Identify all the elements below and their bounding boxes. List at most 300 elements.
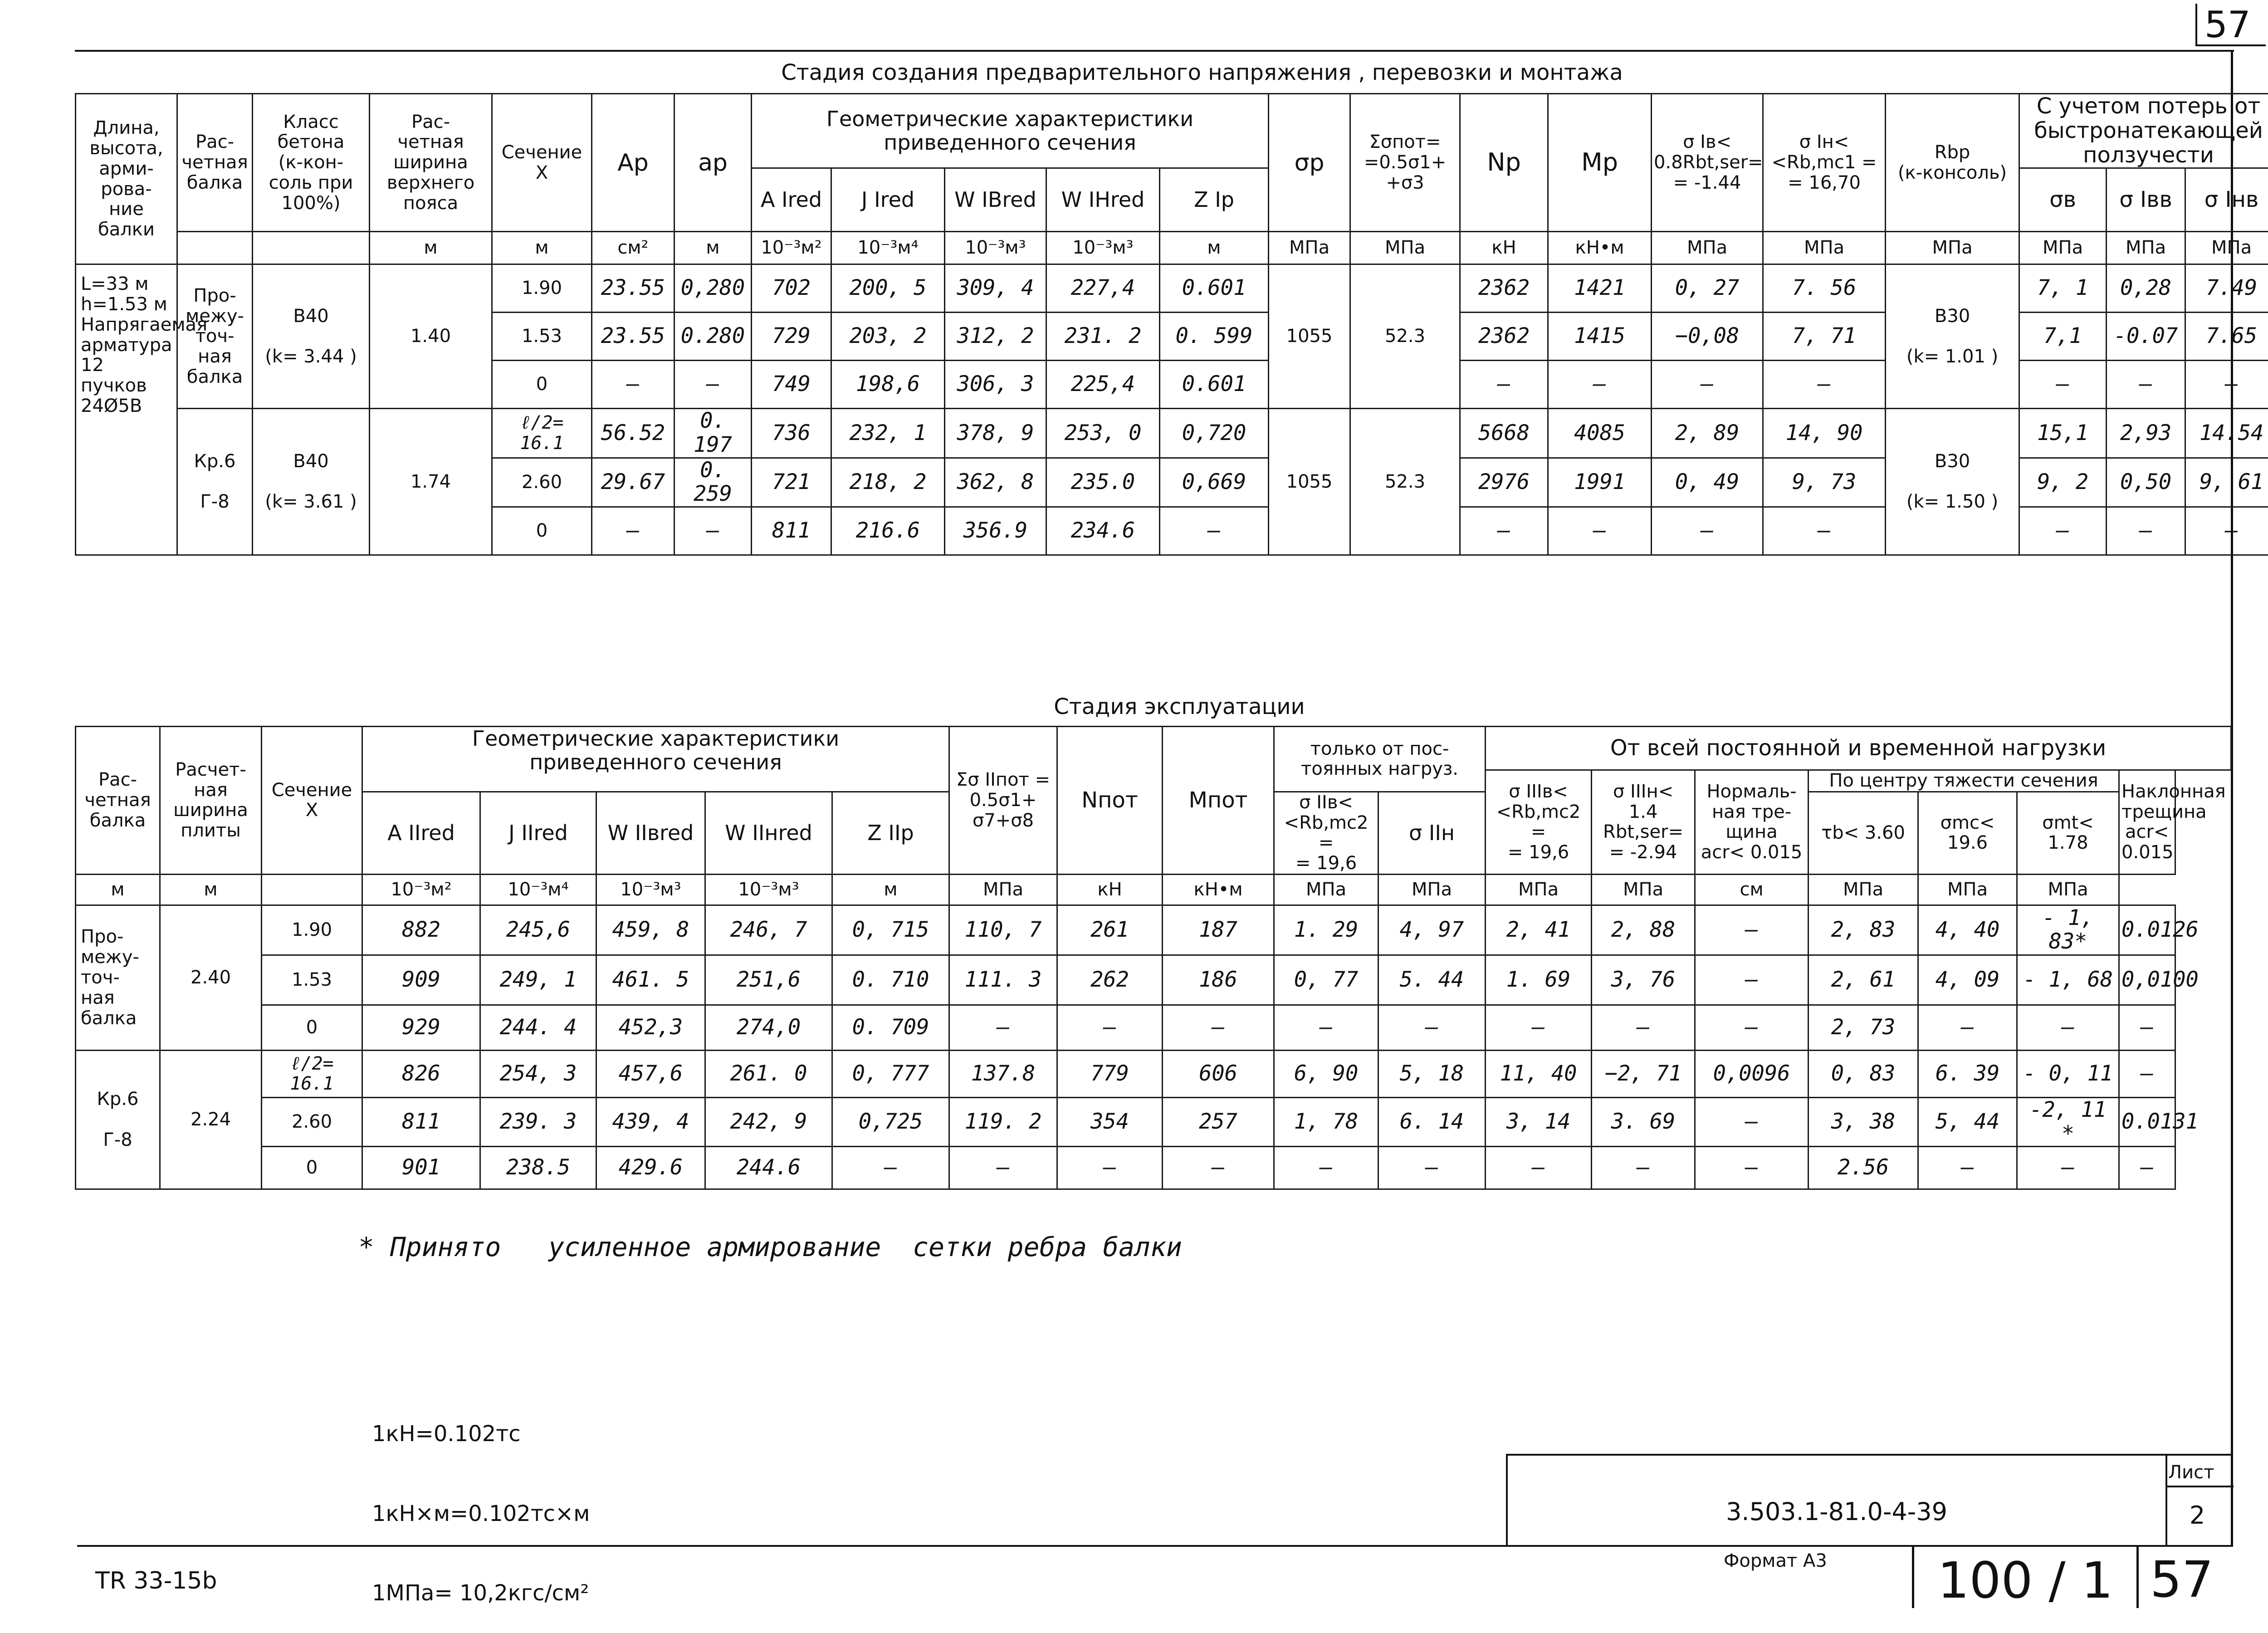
value-cell: 882 <box>362 905 480 955</box>
width-cell: 2.40 <box>160 905 262 1050</box>
value-cell: 218, 2 <box>831 458 945 507</box>
value-cell: — <box>592 507 675 555</box>
value-cell: 198,6 <box>831 361 945 409</box>
hdr-tau: τb< 3.60 <box>1809 792 1918 874</box>
value-cell: 0,725 <box>832 1097 949 1146</box>
unit-cell: МПа <box>1486 874 1592 905</box>
value-cell: 356.9 <box>945 507 1046 555</box>
value-cell: 2, 41 <box>1486 905 1592 955</box>
beam-cell: Про- межу- точ- ная балка <box>177 264 253 409</box>
hdr-section: Сечение X <box>262 727 362 875</box>
value-cell: 309, 4 <box>945 264 1046 313</box>
width-cell: 2.24 <box>160 1050 262 1189</box>
section-cell: 0 <box>492 507 592 555</box>
table-row <box>76 1097 2231 1146</box>
hdr-section: Сечение X <box>492 94 592 232</box>
value-cell: 461. 5 <box>596 955 705 1005</box>
value-cell: — <box>1763 507 1886 555</box>
value-cell: 137.8 <box>949 1050 1057 1097</box>
hdr-concrete: Класс бетона (к-кон- соль при 100%) <box>253 94 370 232</box>
rbp-cell: В30 (k= 1.50 ) <box>1886 409 2019 555</box>
bottom-number-box <box>1912 1545 2139 1608</box>
value-cell: — <box>1695 1005 1809 1050</box>
value-cell: 779 <box>1057 1050 1163 1097</box>
value-cell: 2, 83 <box>1809 905 1918 955</box>
hdr-sigma-b2: σ IIв< <Rb,mc2 = = 19,6 <box>1274 792 1378 874</box>
value-cell: — <box>1592 1147 1695 1189</box>
value-cell: — <box>1160 507 1269 555</box>
value-cell: 459, 8 <box>596 905 705 955</box>
unit-cell: кН <box>1057 874 1163 905</box>
value-cell: — <box>592 361 675 409</box>
stage2-title: Стадия эксплуатации <box>953 694 1406 719</box>
value-cell: — <box>1918 1147 2017 1189</box>
value-cell: 186 <box>1163 955 1274 1005</box>
value-cell: 452,3 <box>596 1005 705 1050</box>
sheet-number: 2 <box>2165 1501 2229 1530</box>
section-cell: 2.60 <box>262 1097 362 1146</box>
value-cell: — <box>675 507 752 555</box>
value-cell: 826 <box>362 1050 480 1097</box>
value-cell: — <box>1695 1147 1809 1189</box>
unit-cell: м <box>160 874 262 905</box>
value-cell: 203, 2 <box>831 313 945 361</box>
value-cell: 0,720 <box>1160 409 1269 458</box>
hdr-width: Расчет- ная ширина плиты <box>160 727 262 875</box>
value-cell: 312, 2 <box>945 313 1046 361</box>
unit-cell: МПа <box>1269 232 1350 264</box>
value-cell: 5, 18 <box>1378 1050 1486 1097</box>
section-cell: 1.90 <box>262 905 362 955</box>
value-cell: 0. 259 <box>675 458 752 507</box>
unit-cell: м <box>76 874 160 905</box>
value-cell: 1. 29 <box>1274 905 1378 955</box>
section-cell: 1.90 <box>492 264 592 313</box>
stage2-table <box>75 726 2232 1190</box>
hdr-sigma-mt: σmt< 1.78 <box>2017 792 2119 874</box>
unit-cell: МПа <box>1918 874 2017 905</box>
value-cell: — <box>1695 905 1809 955</box>
hdr-sigma-h: σ Iн< <Rb,mc1 = = 16,70 <box>1763 94 1886 232</box>
unit-cell <box>253 232 370 264</box>
hdr-length: Длина, высота, арми- рова- ние балки <box>76 94 177 264</box>
value-cell: 5668 <box>1460 409 1548 458</box>
unit-cell: 10⁻³м³ <box>1046 232 1160 264</box>
value-cell: 0, 83 <box>1809 1050 1918 1097</box>
unit-cell <box>262 874 362 905</box>
unit-cell: см <box>1695 874 1809 905</box>
value-cell: −0,08 <box>1652 313 1763 361</box>
value-cell: 238.5 <box>480 1147 596 1189</box>
section-cell: 0 <box>492 361 592 409</box>
sum-loss-cell: 52.3 <box>1350 409 1460 555</box>
hdr-incl-crack: Наклонная трещина acr< 0.015 <box>2119 770 2175 875</box>
hdr-ap: Aр <box>592 94 675 232</box>
value-cell: 23.55 <box>592 264 675 313</box>
value-cell: 2362 <box>1460 313 1548 361</box>
hdr-sum-loss: Σσ IIпот = 0.5σ1+ σ7+σ8 <box>949 727 1057 875</box>
value-cell: 119. 2 <box>949 1097 1057 1146</box>
bottom-page: 57 <box>2150 1550 2214 1609</box>
value-cell: 242, 9 <box>705 1097 832 1146</box>
unit-cell: м <box>832 874 949 905</box>
hdr-np: Nр <box>1460 94 1548 232</box>
value-cell: 929 <box>362 1005 480 1050</box>
concrete-cell: В40 (k= 3.61 ) <box>253 409 370 555</box>
section-cell: 1.53 <box>262 955 362 1005</box>
value-cell: 0. 599 <box>1160 313 1269 361</box>
hdr-sigma-mc: σmc< 19.6 <box>1918 792 2017 874</box>
value-cell: - 0, 11 <box>2017 1050 2119 1097</box>
value-cell: 457,6 <box>596 1050 705 1097</box>
stage1-table <box>75 93 2268 556</box>
table-row <box>76 1147 2231 1189</box>
unit-cell: 10⁻³м⁴ <box>480 874 596 905</box>
value-cell: 2976 <box>1460 458 1548 507</box>
value-cell: 5, 44 <box>1918 1097 2017 1146</box>
hdr-sigma-h3: σ IIIн< 1.4 Rbt,ser= = -2.94 <box>1592 770 1695 875</box>
hdr-ap-small: ap <box>675 94 752 232</box>
value-cell: — <box>2107 507 2185 555</box>
value-cell: 0.280 <box>675 313 752 361</box>
value-cell: 7.49 <box>2185 264 2268 313</box>
hdr-center: По центру тяжести сечения <box>1809 770 2119 792</box>
value-cell: 110, 7 <box>949 905 1057 955</box>
sum-loss-cell: 52.3 <box>1350 264 1460 409</box>
section-cell: 2.60 <box>492 458 592 507</box>
value-cell: 729 <box>752 313 831 361</box>
value-cell: 0, 77 <box>1274 955 1378 1005</box>
value-cell: — <box>1652 507 1763 555</box>
hdr-normal-crack: Нормаль- ная тре- щина acr< 0.015 <box>1695 770 1809 875</box>
value-cell: 2, 88 <box>1592 905 1695 955</box>
title-block-code: 3.503.1-81.0-4-39 <box>1508 1497 2165 1526</box>
value-cell: 227,4 <box>1046 264 1160 313</box>
title-block <box>1506 1454 2231 1546</box>
hdr-geom: Геометрические характеристики приведенного сечения <box>362 727 949 792</box>
value-cell: — <box>949 1005 1057 1050</box>
value-cell: 0,28 <box>2107 264 2185 313</box>
value-cell: - 1, 83* <box>2017 905 2119 955</box>
value-cell: 2362 <box>1460 264 1548 313</box>
unit-cell: МПа <box>1809 874 1918 905</box>
hdr-sigma-h2: σ IIн <box>1378 792 1486 874</box>
unit-cell: 10⁻³м⁴ <box>831 232 945 264</box>
value-cell: — <box>1695 955 1809 1005</box>
value-cell: — <box>1486 1005 1592 1050</box>
frame-top <box>75 50 2234 52</box>
stage2-units-row <box>76 874 2231 905</box>
sheet-label-divider <box>2165 1486 2234 1487</box>
value-cell: — <box>1163 1005 1274 1050</box>
value-cell: 378, 9 <box>945 409 1046 458</box>
beam-cell: Кр.6 Г-8 <box>177 409 253 555</box>
value-cell: 6. 14 <box>1378 1097 1486 1146</box>
value-cell: 2,93 <box>2107 409 2185 458</box>
value-cell: 4, 97 <box>1378 905 1486 955</box>
value-cell: 3, 14 <box>1486 1097 1592 1146</box>
hdr-sigma-b3: σ IIIв< <Rb,mc2 = = 19,6 <box>1486 770 1592 875</box>
value-cell: 4085 <box>1548 409 1652 458</box>
value-cell: 0, 49 <box>1652 458 1763 507</box>
value-cell: - 1, 68 <box>2017 955 2119 1005</box>
value-cell: 0, 715 <box>832 905 949 955</box>
value-cell: 7,1 <box>2019 313 2107 361</box>
unit-cell: кН•м <box>1548 232 1652 264</box>
value-cell: — <box>1057 1005 1163 1050</box>
value-cell: 6. 39 <box>1918 1050 2017 1097</box>
value-cell: 0,50 <box>2107 458 2185 507</box>
value-cell: 56.52 <box>592 409 675 458</box>
value-cell: 0,0096 <box>1695 1050 1809 1097</box>
value-cell: — <box>1695 1097 1809 1146</box>
bottom-number: 100 / 1 <box>1914 1551 2136 1609</box>
hdr-jred: J IIred <box>480 792 596 874</box>
hdr-all-loads: От всей постоянной и временной нагрузки <box>1486 727 2231 770</box>
hdr-wbred: W IIвred <box>596 792 705 874</box>
value-cell: 5. 44 <box>1378 955 1486 1005</box>
unit-cell: 10⁻³м³ <box>705 874 832 905</box>
value-cell: 0,0100 <box>2119 955 2175 1005</box>
value-cell: 246, 7 <box>705 905 832 955</box>
value-cell: — <box>2119 1050 2175 1097</box>
unit-cell: МПа <box>1886 232 2019 264</box>
value-cell: — <box>1460 507 1548 555</box>
value-cell: — <box>1378 1147 1486 1189</box>
value-cell: 749 <box>752 361 831 409</box>
unit-cell: МПа <box>949 874 1057 905</box>
value-cell: -2, 11 * <box>2017 1097 2119 1146</box>
hdr-mp: Mр <box>1548 94 1652 232</box>
value-cell: — <box>1274 1005 1378 1050</box>
width-cell: 1.74 <box>370 409 492 555</box>
value-cell: 200, 5 <box>831 264 945 313</box>
hdr-sigma-p: σp <box>1269 94 1350 232</box>
value-cell: — <box>2019 507 2107 555</box>
beam-cell: Кр.6 Г-8 <box>76 1050 160 1189</box>
value-cell: 11, 40 <box>1486 1050 1592 1097</box>
bottom-left-code: TR 33-15b <box>95 1567 217 1594</box>
value-cell: 15,1 <box>2019 409 2107 458</box>
value-cell: 244. 4 <box>480 1005 596 1050</box>
value-cell: — <box>1378 1005 1486 1050</box>
section-cell: ℓ/2= 16.1 <box>262 1050 362 1097</box>
value-cell: 234.6 <box>1046 507 1160 555</box>
value-cell: 306, 3 <box>945 361 1046 409</box>
value-cell: — <box>1548 507 1652 555</box>
value-cell: 901 <box>362 1147 480 1189</box>
value-cell: 14, 90 <box>1763 409 1886 458</box>
top-page-number-text: 57 <box>2197 4 2251 46</box>
value-cell: 362, 8 <box>945 458 1046 507</box>
value-cell: 225,4 <box>1046 361 1160 409</box>
hdr-creep: С учетом потерь от быстронатекающей ползучести <box>2019 94 2268 168</box>
unit-cell: МПа <box>1763 232 1886 264</box>
value-cell: 245,6 <box>480 905 596 955</box>
hdr-sigma-hv: σ Iнв <box>2185 168 2268 232</box>
unit-cell: м <box>675 232 752 264</box>
unit-cell: МПа <box>1378 874 1486 905</box>
unit-cell: МПа <box>1592 874 1695 905</box>
value-cell: 909 <box>362 955 480 1005</box>
value-cell: 29.67 <box>592 458 675 507</box>
value-cell: 0.601 <box>1160 264 1269 313</box>
value-cell: 439, 4 <box>596 1097 705 1146</box>
unit-cell: 10⁻³м² <box>752 232 831 264</box>
value-cell: — <box>1486 1147 1592 1189</box>
value-cell: 3, 38 <box>1809 1097 1918 1146</box>
value-cell: 2, 89 <box>1652 409 1763 458</box>
value-cell: 2, 73 <box>1809 1005 1918 1050</box>
value-cell: 811 <box>752 507 831 555</box>
value-cell: — <box>2107 361 2185 409</box>
value-cell: 0. 197 <box>675 409 752 458</box>
section-cell: 0 <box>262 1005 362 1050</box>
value-cell: 4, 09 <box>1918 955 2017 1005</box>
hdr-ared: A IIred <box>362 792 480 874</box>
section-cell: ℓ/2= 16.1 <box>492 409 592 458</box>
unit-cell: МПа <box>2017 874 2119 905</box>
width-cell: 1.40 <box>370 264 492 409</box>
left-block: L=33 м h=1.53 м Напрягаемая арматура 12 пучков 24Ø5В <box>76 264 177 555</box>
value-cell: — <box>2185 507 2268 555</box>
value-cell: 231. 2 <box>1046 313 1160 361</box>
value-cell: 4, 40 <box>1918 905 2017 955</box>
unit-cell: м <box>1160 232 1269 264</box>
value-cell: 0.0126 <box>2119 905 2175 955</box>
value-cell: — <box>832 1147 949 1189</box>
hdr-whred: W IIнred <box>705 792 832 874</box>
value-cell: 0. 709 <box>832 1005 949 1050</box>
unit-cell: МПа <box>1274 874 1378 905</box>
table-row <box>76 409 2268 458</box>
unit-cell <box>177 232 253 264</box>
value-cell: — <box>675 361 752 409</box>
value-cell: 9, 2 <box>2019 458 2107 507</box>
hdr-rbp: Rbp (к-консоль) <box>1886 94 2019 232</box>
table-row <box>76 955 2231 1005</box>
value-cell: 736 <box>752 409 831 458</box>
value-cell: 23.55 <box>592 313 675 361</box>
hdr-wbred: W IBred <box>945 168 1046 232</box>
value-cell: 235.0 <box>1046 458 1160 507</box>
value-cell: 254, 3 <box>480 1050 596 1097</box>
hdr-whred: W IHred <box>1046 168 1160 232</box>
conversion-line: 1кН=0.102тс <box>372 1421 590 1447</box>
value-cell: 0, 777 <box>832 1050 949 1097</box>
value-cell: 0,280 <box>675 264 752 313</box>
rbp-cell: В30 (k= 1.01 ) <box>1886 264 2019 409</box>
footnote: * Принято усиленное армирование сетки ребра балки <box>358 1232 1182 1262</box>
value-cell: 1, 78 <box>1274 1097 1378 1146</box>
value-cell: −2, 71 <box>1592 1050 1695 1097</box>
value-cell: 7. 56 <box>1763 264 1886 313</box>
value-cell: 216.6 <box>831 507 945 555</box>
value-cell: — <box>1163 1147 1274 1189</box>
value-cell: 702 <box>752 264 831 313</box>
hdr-perm-only: только от пос- тоянных нагруз. <box>1274 727 1486 792</box>
value-cell: 721 <box>752 458 831 507</box>
value-cell: 261 <box>1057 905 1163 955</box>
format-label: Формат А3 <box>1724 1550 1827 1571</box>
value-cell: 111. 3 <box>949 955 1057 1005</box>
unit-cell: м <box>492 232 592 264</box>
value-cell: 274,0 <box>705 1005 832 1050</box>
section-cell: 0 <box>262 1147 362 1189</box>
value-cell: 261. 0 <box>705 1050 832 1097</box>
sigma-p-cell: 1055 <box>1269 409 1350 555</box>
hdr-sum-loss: Σσпот= =0.5σ1+ +σ3 <box>1350 94 1460 232</box>
hdr-jred: J Ired <box>831 168 945 232</box>
beam-cell: Про- межу- точ- ная балка <box>76 905 160 1050</box>
conversion-line: 1МПа= 10,2кгс/см² <box>372 1580 590 1607</box>
unit-cell: МПа <box>2019 232 2107 264</box>
value-cell: 262 <box>1057 955 1163 1005</box>
table-row <box>76 1005 2231 1050</box>
value-cell: 1415 <box>1548 313 1652 361</box>
table-row <box>76 1050 2231 1097</box>
table-row <box>76 905 2231 955</box>
hdr-beam: Рас- четная балка <box>76 727 160 875</box>
value-cell: — <box>1057 1147 1163 1189</box>
sheet-label: Лист <box>2168 1462 2214 1483</box>
unit-cell: см² <box>592 232 675 264</box>
hdr-mpot: Mпот <box>1163 727 1274 875</box>
hdr-beam: Рас- четная балка <box>177 94 253 232</box>
conversion-line: 1кН×м=0.102тс×м <box>372 1501 590 1527</box>
value-cell: 1421 <box>1548 264 1652 313</box>
value-cell: 232, 1 <box>831 409 945 458</box>
value-cell: 606 <box>1163 1050 1274 1097</box>
value-cell: 429.6 <box>596 1147 705 1189</box>
hdr-ared: A Ired <box>752 168 831 232</box>
value-cell: 239. 3 <box>480 1097 596 1146</box>
value-cell: 2, 61 <box>1809 955 1918 1005</box>
value-cell: — <box>1460 361 1548 409</box>
unit-cell: 10⁻³м³ <box>596 874 705 905</box>
hdr-geom: Геометрические характеристики приведенного сечения <box>752 94 1269 168</box>
hdr-sigma-v: σв <box>2019 168 2107 232</box>
unit-cell: МПа <box>2185 232 2268 264</box>
value-cell: 244.6 <box>705 1147 832 1189</box>
top-rule <box>2195 44 2266 46</box>
value-cell: 249, 1 <box>480 955 596 1005</box>
value-cell: — <box>1548 361 1652 409</box>
value-cell: 811 <box>362 1097 480 1146</box>
value-cell: 253, 0 <box>1046 409 1160 458</box>
unit-cell: м <box>370 232 492 264</box>
unit-cell: кН <box>1460 232 1548 264</box>
value-cell: — <box>1652 361 1763 409</box>
value-cell: 14.54 <box>2185 409 2268 458</box>
value-cell: — <box>1592 1005 1695 1050</box>
value-cell: 2.56 <box>1809 1147 1918 1189</box>
sigma-p-cell: 1055 <box>1269 264 1350 409</box>
value-cell: 3. 69 <box>1592 1097 1695 1146</box>
value-cell: — <box>1274 1147 1378 1189</box>
hdr-sigma-vv: σ Iвв <box>2107 168 2185 232</box>
value-cell: 187 <box>1163 905 1274 955</box>
top-page-number <box>2195 4 2265 44</box>
value-cell: — <box>949 1147 1057 1189</box>
concrete-cell: В40 (k= 3.44 ) <box>253 264 370 409</box>
section-cell: 1.53 <box>492 313 592 361</box>
hdr-zp: Z Ip <box>1160 168 1269 232</box>
value-cell: — <box>2019 361 2107 409</box>
value-cell: — <box>2119 1005 2175 1050</box>
unit-cell: 10⁻³м³ <box>945 232 1046 264</box>
value-cell: 6, 90 <box>1274 1050 1378 1097</box>
